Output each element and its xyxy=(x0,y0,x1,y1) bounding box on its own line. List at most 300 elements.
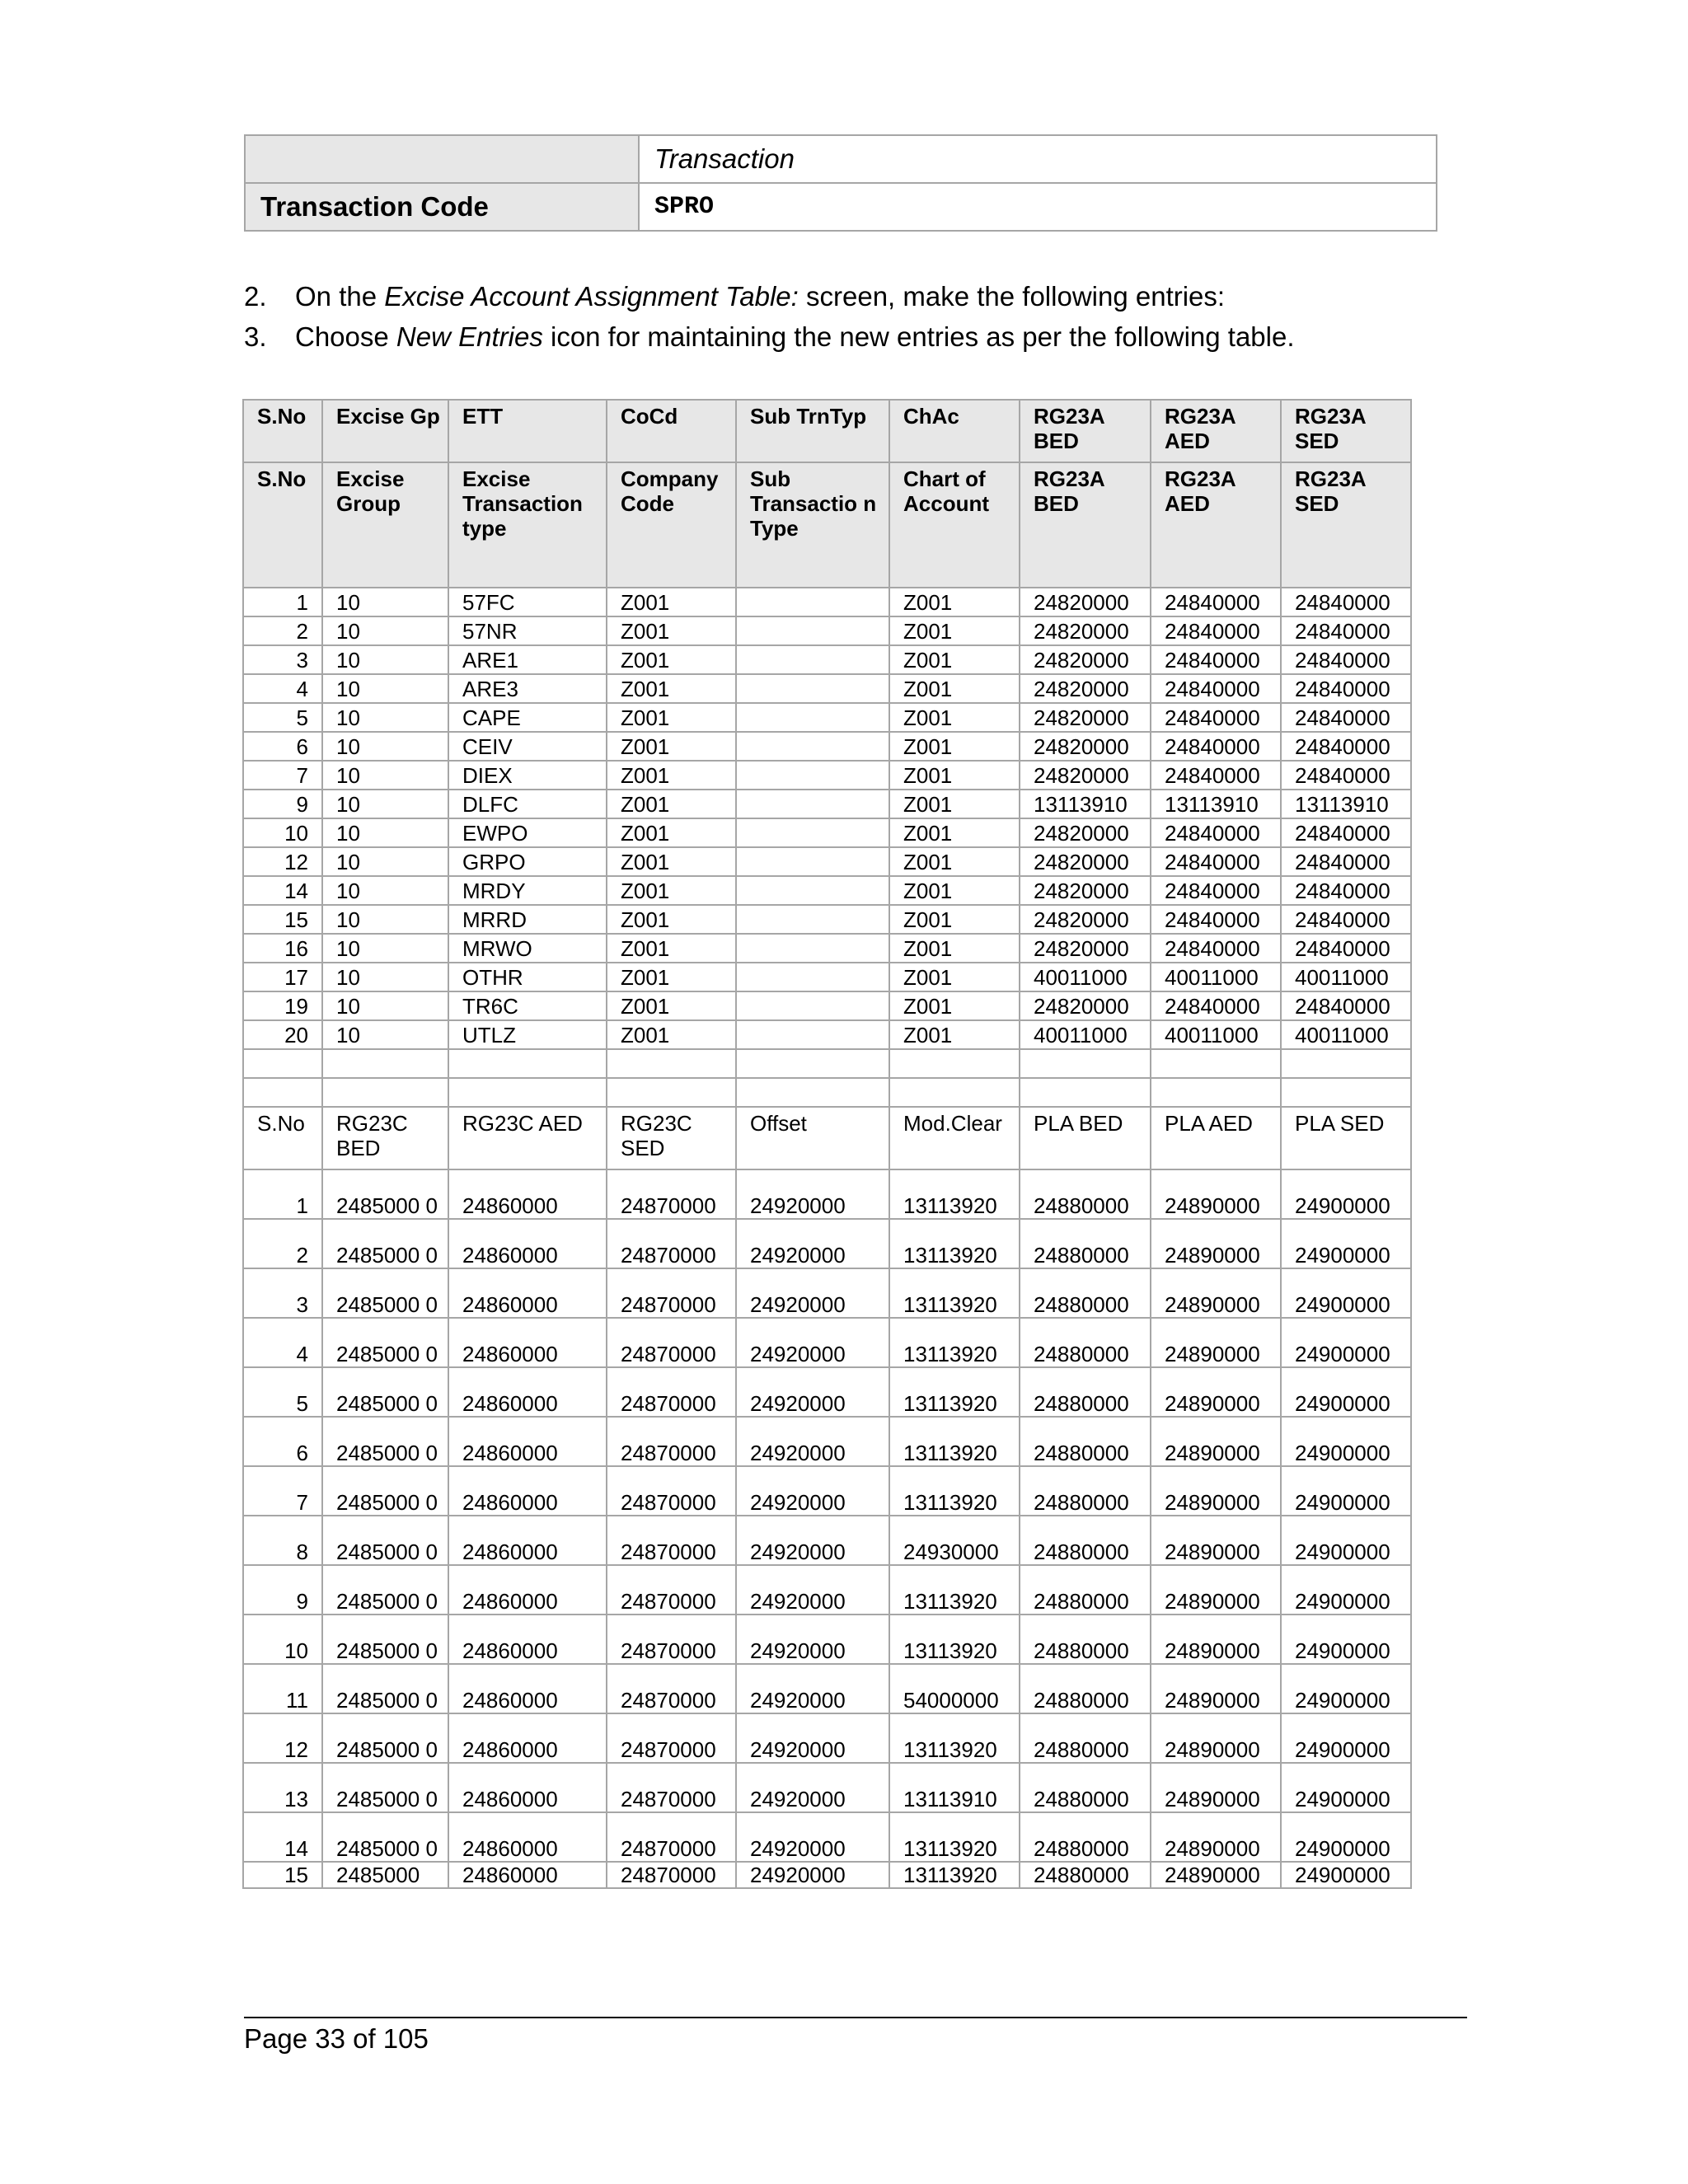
cell-col-6: 24820000 xyxy=(1020,761,1151,790)
cell-col-6: 24820000 xyxy=(1020,616,1151,645)
cell-col-3 xyxy=(607,1049,736,1078)
cell-col-6: 24880000 xyxy=(1020,1664,1151,1713)
cell-col-6: 24880000 xyxy=(1020,1318,1151,1367)
cell-col-2: GRPO xyxy=(448,847,607,876)
cell-col-6: 24880000 xyxy=(1020,1367,1151,1417)
cell-col-7: 24840000 xyxy=(1151,818,1281,847)
cell-s-no: 17 xyxy=(243,963,322,991)
cell-col-6: 24880000 xyxy=(1020,1763,1151,1812)
cell-col-8: 24900000 xyxy=(1281,1268,1411,1318)
cell-col-3: 24870000 xyxy=(607,1615,736,1664)
step-number: 2. xyxy=(244,281,267,312)
step-number: 3. xyxy=(244,321,267,352)
cell-col-1: 2485000 0 xyxy=(322,1219,448,1268)
header-cell-col-2: RG23C AED xyxy=(448,1107,607,1169)
cell-s-no: 10 xyxy=(243,818,322,847)
cell-col-4: 24920000 xyxy=(736,1169,889,1219)
cell-s-no: 3 xyxy=(243,1268,322,1318)
table-row xyxy=(243,818,1411,847)
header-cell-col-2: ETT xyxy=(448,400,607,462)
table-row xyxy=(243,1565,1411,1615)
cell-col-5: 13113920 xyxy=(889,1169,1020,1219)
table-row xyxy=(243,876,1411,905)
cell-col-1: 2485000 0 xyxy=(322,1268,448,1318)
cell-col-1: 10 xyxy=(322,616,448,645)
cell-s-no: 8 xyxy=(243,1516,322,1565)
cell-col-1 xyxy=(322,1049,448,1078)
cell-col-5: 13113920 xyxy=(889,1615,1020,1664)
cell-s-no: 11 xyxy=(243,1664,322,1713)
table-row xyxy=(243,1862,1411,1888)
cell-col-6: 40011000 xyxy=(1020,1020,1151,1049)
cell-col-4: 24920000 xyxy=(736,1763,889,1812)
cell-col-2: CEIV xyxy=(448,732,607,761)
cell-col-7: 13113910 xyxy=(1151,790,1281,818)
cell-s-no: 2 xyxy=(243,616,322,645)
cell-col-6: 40011000 xyxy=(1020,963,1151,991)
cell-col-2 xyxy=(448,1049,607,1078)
header-cell-col-5: Mod.Clear xyxy=(889,1107,1020,1169)
cell-col-3: 24870000 xyxy=(607,1219,736,1268)
header-cell-col-7: PLA AED xyxy=(1151,1107,1281,1169)
cell-col-6: 24820000 xyxy=(1020,645,1151,674)
table-row xyxy=(243,991,1411,1020)
cell-col-1: 10 xyxy=(322,876,448,905)
header-cell-col-8: RG23A SED xyxy=(1281,400,1411,462)
cell-col-4: 24920000 xyxy=(736,1417,889,1466)
cell-col-2: 24860000 xyxy=(448,1565,607,1615)
cell-col-3: 24870000 xyxy=(607,1713,736,1763)
cell-col-4 xyxy=(736,905,889,934)
cell-col-5: Z001 xyxy=(889,818,1020,847)
cell-col-4 xyxy=(736,790,889,818)
cell-col-3: 24870000 xyxy=(607,1664,736,1713)
cell-col-3: 24870000 xyxy=(607,1169,736,1219)
cell-col-2: DIEX xyxy=(448,761,607,790)
cell-col-8: 24840000 xyxy=(1281,905,1411,934)
cell-col-8: 24900000 xyxy=(1281,1763,1411,1812)
table-row-blank xyxy=(243,1078,1411,1107)
cell-col-3: 24870000 xyxy=(607,1862,736,1888)
page-number: Page 33 of 105 xyxy=(244,2023,429,2054)
cell-col-2: DLFC xyxy=(448,790,607,818)
cell-col-2: 24860000 xyxy=(448,1664,607,1713)
table-row xyxy=(243,616,1411,645)
cell-col-4: 24920000 xyxy=(736,1516,889,1565)
cell-col-3: 24870000 xyxy=(607,1763,736,1812)
cell-col-8: 24900000 xyxy=(1281,1169,1411,1219)
cell-col-4 xyxy=(736,616,889,645)
cell-col-4 xyxy=(736,732,889,761)
cell-col-4: 24920000 xyxy=(736,1664,889,1713)
cell-col-2: 24860000 xyxy=(448,1812,607,1862)
table-row xyxy=(243,1615,1411,1664)
header-cell-col-6: RG23A BED xyxy=(1020,400,1151,462)
cell-col-2: 24860000 xyxy=(448,1367,607,1417)
cell-col-7: 24840000 xyxy=(1151,588,1281,616)
cell-col-8: 24900000 xyxy=(1281,1318,1411,1367)
cell-col-5 xyxy=(889,1078,1020,1107)
cell-col-8: 24900000 xyxy=(1281,1466,1411,1516)
cell-col-8: 24900000 xyxy=(1281,1367,1411,1417)
cell-s-no: 14 xyxy=(243,876,322,905)
cell-col-2: EWPO xyxy=(448,818,607,847)
cell-col-6: 24820000 xyxy=(1020,876,1151,905)
cell-col-7: 24840000 xyxy=(1151,905,1281,934)
cell-col-5: Z001 xyxy=(889,732,1020,761)
cell-col-3: Z001 xyxy=(607,905,736,934)
cell-col-8: 40011000 xyxy=(1281,963,1411,991)
cell-col-3: Z001 xyxy=(607,991,736,1020)
table-row xyxy=(243,934,1411,963)
cell-col-8: 24840000 xyxy=(1281,847,1411,876)
step-text-pre: On the xyxy=(295,281,385,312)
table-row xyxy=(243,847,1411,876)
cell-col-4: 24920000 xyxy=(736,1565,889,1615)
table-row xyxy=(243,674,1411,703)
cell-col-8: 24840000 xyxy=(1281,876,1411,905)
cell-col-3: 24870000 xyxy=(607,1466,736,1516)
cell-col-4: 24920000 xyxy=(736,1615,889,1664)
cell-col-3: 24870000 xyxy=(607,1516,736,1565)
cell-col-1: 2485000 0 xyxy=(322,1664,448,1713)
cell-col-1: 10 xyxy=(322,588,448,616)
cell-col-6: 24880000 xyxy=(1020,1219,1151,1268)
table-row xyxy=(243,1219,1411,1268)
cell-col-2: UTLZ xyxy=(448,1020,607,1049)
header-cell-col-8: PLA SED xyxy=(1281,1107,1411,1169)
cell-col-6: 24880000 xyxy=(1020,1862,1151,1888)
cell-col-7: 24890000 xyxy=(1151,1318,1281,1367)
transaction-code-label: Transaction Code xyxy=(245,183,639,231)
cell-col-7: 24840000 xyxy=(1151,645,1281,674)
cell-col-6: 24880000 xyxy=(1020,1169,1151,1219)
cell-col-6: 24880000 xyxy=(1020,1713,1151,1763)
cell-col-1: 2485000 0 xyxy=(322,1516,448,1565)
cell-col-1: 10 xyxy=(322,847,448,876)
cell-col-3: Z001 xyxy=(607,732,736,761)
cell-col-8 xyxy=(1281,1049,1411,1078)
transaction-header-blank-cell xyxy=(245,135,639,183)
table-row xyxy=(243,1020,1411,1049)
cell-col-4: 24920000 xyxy=(736,1318,889,1367)
cell-col-1: 2485000 0 xyxy=(322,1417,448,1466)
cell-col-3: Z001 xyxy=(607,934,736,963)
cell-col-3: Z001 xyxy=(607,963,736,991)
cell-col-6: 24820000 xyxy=(1020,847,1151,876)
cell-col-2: OTHR xyxy=(448,963,607,991)
cell-col-6: 24820000 xyxy=(1020,991,1151,1020)
cell-col-7: 24890000 xyxy=(1151,1268,1281,1318)
cell-col-1: 10 xyxy=(322,905,448,934)
cell-col-6: 24880000 xyxy=(1020,1812,1151,1862)
table-row xyxy=(243,761,1411,790)
header-cell-s-no: S.No xyxy=(243,400,322,462)
cell-col-6: 24880000 xyxy=(1020,1268,1151,1318)
cell-col-8: 24840000 xyxy=(1281,674,1411,703)
cell-col-8: 24840000 xyxy=(1281,588,1411,616)
cell-col-7: 24840000 xyxy=(1151,732,1281,761)
header-cell-col-6: RG23A BED xyxy=(1020,462,1151,588)
cell-col-1: 10 xyxy=(322,790,448,818)
cell-col-8: 24900000 xyxy=(1281,1219,1411,1268)
cell-s-no xyxy=(243,1078,322,1107)
cell-col-6: 13113910 xyxy=(1020,790,1151,818)
table-row xyxy=(243,703,1411,732)
cell-col-4 xyxy=(736,1078,889,1107)
cell-s-no: 15 xyxy=(243,905,322,934)
cell-col-2: CAPE xyxy=(448,703,607,732)
header-cell-col-7: RG23A AED xyxy=(1151,462,1281,588)
cell-col-3: Z001 xyxy=(607,645,736,674)
cell-col-3: Z001 xyxy=(607,847,736,876)
header-cell-s-no: S.No xyxy=(243,462,322,588)
cell-col-8: 24840000 xyxy=(1281,761,1411,790)
cell-col-8: 24840000 xyxy=(1281,732,1411,761)
table-row xyxy=(243,1268,1411,1318)
cell-col-8: 24900000 xyxy=(1281,1713,1411,1763)
cell-col-5: 13113920 xyxy=(889,1466,1020,1516)
cell-col-7: 24840000 xyxy=(1151,761,1281,790)
cell-col-2: MRWO xyxy=(448,934,607,963)
cell-col-1: 2485000 0 xyxy=(322,1763,448,1812)
header-cell-col-8: RG23A SED xyxy=(1281,462,1411,588)
cell-s-no: 6 xyxy=(243,732,322,761)
cell-col-5: 54000000 xyxy=(889,1664,1020,1713)
table-row xyxy=(243,963,1411,991)
cell-col-8: 24840000 xyxy=(1281,934,1411,963)
table-row xyxy=(243,905,1411,934)
cell-col-7: 40011000 xyxy=(1151,963,1281,991)
cell-col-2 xyxy=(448,1078,607,1107)
cell-s-no: 5 xyxy=(243,703,322,732)
cell-col-8: 24900000 xyxy=(1281,1516,1411,1565)
cell-s-no: 4 xyxy=(243,1318,322,1367)
cell-col-8: 40011000 xyxy=(1281,1020,1411,1049)
table-row xyxy=(243,1318,1411,1367)
cell-col-1: 2485000 0 xyxy=(322,1466,448,1516)
cell-col-8: 24900000 xyxy=(1281,1615,1411,1664)
cell-col-6 xyxy=(1020,1078,1151,1107)
cell-s-no: 12 xyxy=(243,847,322,876)
cell-col-7: 40011000 xyxy=(1151,1020,1281,1049)
cell-col-2: 24860000 xyxy=(448,1417,607,1466)
cell-col-4: 24920000 xyxy=(736,1862,889,1888)
cell-col-8 xyxy=(1281,1078,1411,1107)
cell-col-4: 24920000 xyxy=(736,1812,889,1862)
header-cell-col-2: Excise Transaction type xyxy=(448,462,607,588)
cell-col-4 xyxy=(736,588,889,616)
step-2 xyxy=(244,280,1225,313)
cell-col-5: 13113920 xyxy=(889,1862,1020,1888)
cell-col-7: 24890000 xyxy=(1151,1516,1281,1565)
cell-col-5: 13113920 xyxy=(889,1318,1020,1367)
cell-col-3: 24870000 xyxy=(607,1417,736,1466)
cell-col-1: 10 xyxy=(322,963,448,991)
cell-col-7: 24840000 xyxy=(1151,847,1281,876)
cell-s-no: 10 xyxy=(243,1615,322,1664)
cell-s-no: 4 xyxy=(243,674,322,703)
cell-col-5: Z001 xyxy=(889,703,1020,732)
cell-col-5: Z001 xyxy=(889,934,1020,963)
cell-col-1: 10 xyxy=(322,934,448,963)
cell-col-4: 24920000 xyxy=(736,1466,889,1516)
cell-s-no: 9 xyxy=(243,1565,322,1615)
cell-col-7: 24890000 xyxy=(1151,1763,1281,1812)
cell-col-3: 24870000 xyxy=(607,1367,736,1417)
table-row xyxy=(243,1812,1411,1862)
cell-col-1: 10 xyxy=(322,991,448,1020)
cell-col-4 xyxy=(736,847,889,876)
cell-col-5: 13113920 xyxy=(889,1367,1020,1417)
transaction-code-value: SPRO xyxy=(639,183,1437,231)
cell-col-7: 24890000 xyxy=(1151,1812,1281,1862)
cell-col-6: 24880000 xyxy=(1020,1615,1151,1664)
cell-col-2: TR6C xyxy=(448,991,607,1020)
cell-col-7 xyxy=(1151,1049,1281,1078)
table-row xyxy=(243,1664,1411,1713)
step-text-post: screen, make the following entries: xyxy=(798,281,1226,312)
cell-col-7: 24840000 xyxy=(1151,616,1281,645)
cell-col-6: 24820000 xyxy=(1020,703,1151,732)
cell-col-8: 13113910 xyxy=(1281,790,1411,818)
cell-col-4 xyxy=(736,963,889,991)
cell-s-no: 13 xyxy=(243,1763,322,1812)
cell-col-1: 2485000 xyxy=(322,1862,448,1888)
cell-col-2: 24860000 xyxy=(448,1466,607,1516)
cell-s-no: 9 xyxy=(243,790,322,818)
cell-col-4: 24920000 xyxy=(736,1219,889,1268)
cell-col-1: 2485000 0 xyxy=(322,1169,448,1219)
cell-col-4 xyxy=(736,674,889,703)
step-3 xyxy=(244,321,1295,354)
cell-col-3: Z001 xyxy=(607,761,736,790)
cell-col-6: 24820000 xyxy=(1020,732,1151,761)
cell-col-4 xyxy=(736,1020,889,1049)
cell-col-1: 10 xyxy=(322,1020,448,1049)
cell-col-4: 24920000 xyxy=(736,1268,889,1318)
cell-col-7: 24840000 xyxy=(1151,674,1281,703)
table-row xyxy=(243,732,1411,761)
cell-col-5: 13113920 xyxy=(889,1565,1020,1615)
cell-col-1: 10 xyxy=(322,818,448,847)
cell-s-no: 1 xyxy=(243,588,322,616)
cell-col-4 xyxy=(736,818,889,847)
cell-col-1: 10 xyxy=(322,732,448,761)
cell-col-4 xyxy=(736,1049,889,1078)
table-row xyxy=(243,1516,1411,1565)
cell-col-5: Z001 xyxy=(889,991,1020,1020)
cell-col-2: 57NR xyxy=(448,616,607,645)
cell-col-4 xyxy=(736,761,889,790)
cell-col-5: 13113910 xyxy=(889,1763,1020,1812)
cell-col-7: 24890000 xyxy=(1151,1169,1281,1219)
cell-col-7: 24890000 xyxy=(1151,1466,1281,1516)
cell-col-1: 10 xyxy=(322,645,448,674)
cell-col-5: Z001 xyxy=(889,674,1020,703)
cell-col-5: 13113920 xyxy=(889,1219,1020,1268)
header-cell-col-3: Company Code xyxy=(607,462,736,588)
table-row xyxy=(243,1763,1411,1812)
cell-col-6: 24820000 xyxy=(1020,674,1151,703)
cell-col-7: 24890000 xyxy=(1151,1664,1281,1713)
table-row xyxy=(243,1713,1411,1763)
cell-col-5: 13113920 xyxy=(889,1713,1020,1763)
cell-col-5: Z001 xyxy=(889,761,1020,790)
cell-col-3: Z001 xyxy=(607,674,736,703)
header-cell-col-4: Offset xyxy=(736,1107,889,1169)
cell-s-no: 19 xyxy=(243,991,322,1020)
header-cell-col-1: Excise Group xyxy=(322,462,448,588)
cell-col-1: 2485000 0 xyxy=(322,1615,448,1664)
cell-col-7: 24890000 xyxy=(1151,1367,1281,1417)
header-cell-s-no: S.No xyxy=(243,1107,322,1169)
header-cell-col-1: RG23C BED xyxy=(322,1107,448,1169)
cell-col-2: 24860000 xyxy=(448,1516,607,1565)
header-cell-col-4: Sub Transactio n Type xyxy=(736,462,889,588)
cell-col-1 xyxy=(322,1078,448,1107)
cell-s-no: 14 xyxy=(243,1812,322,1862)
cell-col-8: 24900000 xyxy=(1281,1862,1411,1888)
cell-col-7: 24890000 xyxy=(1151,1417,1281,1466)
table-row xyxy=(243,790,1411,818)
table-row xyxy=(243,645,1411,674)
cell-col-5: 13113920 xyxy=(889,1812,1020,1862)
cell-col-5: Z001 xyxy=(889,645,1020,674)
cell-col-3: Z001 xyxy=(607,790,736,818)
cell-col-7: 24890000 xyxy=(1151,1862,1281,1888)
cell-s-no: 16 xyxy=(243,934,322,963)
cell-s-no: 15 xyxy=(243,1862,322,1888)
header-cell-col-3: CoCd xyxy=(607,400,736,462)
cell-col-5: Z001 xyxy=(889,905,1020,934)
cell-col-3: 24870000 xyxy=(607,1812,736,1862)
cell-col-2: 24860000 xyxy=(448,1268,607,1318)
cell-col-1: 10 xyxy=(322,761,448,790)
cell-col-3: Z001 xyxy=(607,588,736,616)
cell-col-4 xyxy=(736,645,889,674)
cell-col-8: 24840000 xyxy=(1281,991,1411,1020)
cell-col-2: 24860000 xyxy=(448,1615,607,1664)
cell-col-3: 24870000 xyxy=(607,1268,736,1318)
transaction-code-table xyxy=(244,134,1437,232)
table-row xyxy=(243,1466,1411,1516)
cell-s-no: 12 xyxy=(243,1713,322,1763)
cell-col-2: ARE1 xyxy=(448,645,607,674)
cell-col-7 xyxy=(1151,1078,1281,1107)
cell-col-3: Z001 xyxy=(607,876,736,905)
cell-col-2: 24860000 xyxy=(448,1318,607,1367)
table-row xyxy=(243,588,1411,616)
cell-s-no: 2 xyxy=(243,1219,322,1268)
cell-col-8: 24900000 xyxy=(1281,1565,1411,1615)
table-row xyxy=(243,1417,1411,1466)
cell-col-1: 2485000 0 xyxy=(322,1565,448,1615)
table-header-short xyxy=(243,400,1411,462)
cell-col-3 xyxy=(607,1078,736,1107)
cell-col-6: 24820000 xyxy=(1020,905,1151,934)
cell-col-6: 24820000 xyxy=(1020,588,1151,616)
cell-col-6 xyxy=(1020,1049,1151,1078)
cell-s-no: 7 xyxy=(243,1466,322,1516)
cell-col-6: 24880000 xyxy=(1020,1417,1151,1466)
header-cell-col-6: PLA BED xyxy=(1020,1107,1151,1169)
cell-col-4: 24920000 xyxy=(736,1713,889,1763)
header-cell-col-5: ChAc xyxy=(889,400,1020,462)
cell-s-no: 3 xyxy=(243,645,322,674)
cell-col-6: 24880000 xyxy=(1020,1516,1151,1565)
cell-col-2: ARE3 xyxy=(448,674,607,703)
